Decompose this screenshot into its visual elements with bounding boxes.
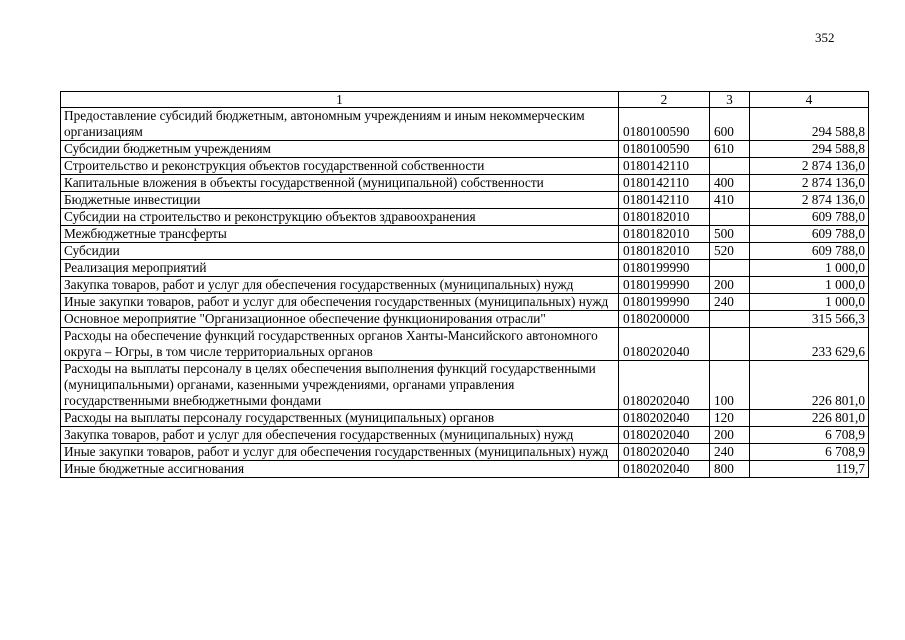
row-name-cell: Иные бюджетные ассигнования [61,461,619,478]
row-name-cell: Иные закупки товаров, работ и услуг для обеспечения государственных (муниципальных) нужд [61,444,619,461]
row-name-cell: Иные закупки товаров, работ и услуг для обеспечения государственных (муниципальных) нужд [61,294,619,311]
row-name-cell: Субсидии [61,243,619,260]
table-row [61,461,869,478]
row-code-cell: 0180142110 [619,158,710,175]
row-sum-cell: 294 588,8 [750,108,869,141]
row-code-cell: 0180200000 [619,311,710,328]
row-sum-cell: 609 788,0 [750,226,869,243]
row-code-cell: 0180100590 [619,141,710,158]
row-type-cell: 240 [710,444,750,461]
row-name-cell: Межбюджетные трансферты [61,226,619,243]
row-code-cell: 0180202040 [619,461,710,478]
table-row [61,243,869,260]
row-sum-cell: 1 000,0 [750,260,869,277]
row-code-cell: 0180202040 [619,427,710,444]
row-sum-cell: 6 708,9 [750,444,869,461]
row-code-cell: 0180199990 [619,277,710,294]
row-sum-cell: 226 801,0 [750,410,869,427]
table-row [61,361,869,410]
header-col-3: 3 [710,92,750,108]
row-type-cell: 410 [710,192,750,209]
table-body [61,108,869,478]
budget-table [60,91,869,478]
header-row [61,92,869,108]
row-code-cell: 0180199990 [619,294,710,311]
row-code-cell: 0180100590 [619,108,710,141]
row-type-cell: 200 [710,277,750,294]
page-number: 352 [815,30,835,45]
header-col-2: 2 [619,92,710,108]
table-row [61,311,869,328]
row-name-cell: Субсидии бюджетным учреждениям [61,141,619,158]
header-col-1: 1 [61,92,619,108]
row-sum-cell: 294 588,8 [750,141,869,158]
row-code-cell: 0180142110 [619,192,710,209]
row-type-cell: 520 [710,243,750,260]
row-code-cell: 0180202040 [619,328,710,361]
row-name-cell: Закупка товаров, работ и услуг для обеспечения государственных (муниципальных) нужд [61,427,619,444]
row-sum-cell: 315 566,3 [750,311,869,328]
row-type-cell [710,260,750,277]
row-type-cell: 100 [710,361,750,410]
header-col-4: 4 [750,92,869,108]
table-row [61,226,869,243]
row-code-cell: 0180202040 [619,361,710,410]
row-type-cell: 600 [710,108,750,141]
row-sum-cell: 119,7 [750,461,869,478]
table-row [61,294,869,311]
table-row [61,410,869,427]
table-row [61,158,869,175]
row-code-cell: 0180142110 [619,175,710,192]
row-type-cell [710,328,750,361]
row-sum-cell: 1 000,0 [750,294,869,311]
table-row [61,260,869,277]
row-code-cell: 0180199990 [619,260,710,277]
row-name-cell: Расходы на выплаты персоналу в целях обеспечения выполнения функций государственными (муниципальными) органами, казенными учреждениями, органами управления государственными внебюджетными фондами [61,361,619,410]
table-row [61,277,869,294]
row-name-cell: Капитальные вложения в объекты государственной (муниципальной) собственности [61,175,619,192]
row-code-cell: 0180182010 [619,226,710,243]
table-row [61,209,869,226]
row-name-cell: Строительство и реконструкция объектов государственной собственности [61,158,619,175]
table-row [61,108,869,141]
row-type-cell [710,209,750,226]
row-name-cell: Закупка товаров, работ и услуг для обеспечения государственных (муниципальных) нужд [61,277,619,294]
row-name-cell: Расходы на выплаты персоналу государственных (муниципальных) органов [61,410,619,427]
row-code-cell: 0180182010 [619,209,710,226]
row-type-cell: 800 [710,461,750,478]
table-row [61,444,869,461]
row-type-cell: 610 [710,141,750,158]
row-name-cell: Предоставление субсидий бюджетным, автономным учреждениям и иным некоммерческим организациям [61,108,619,141]
row-code-cell: 0180182010 [619,243,710,260]
row-type-cell [710,158,750,175]
row-type-cell: 120 [710,410,750,427]
row-type-cell: 240 [710,294,750,311]
row-name-cell: Бюджетные инвестиции [61,192,619,209]
row-name-cell: Реализация мероприятий [61,260,619,277]
row-sum-cell: 2 874 136,0 [750,175,869,192]
row-type-cell: 400 [710,175,750,192]
row-sum-cell: 2 874 136,0 [750,192,869,209]
row-sum-cell: 609 788,0 [750,243,869,260]
row-type-cell: 500 [710,226,750,243]
row-type-cell [710,311,750,328]
row-name-cell: Основное мероприятие "Организационное обеспечение функционирования отрасли" [61,311,619,328]
table-row [61,328,869,361]
row-sum-cell: 609 788,0 [750,209,869,226]
table-row [61,427,869,444]
table-header [61,92,869,108]
row-code-cell: 0180202040 [619,444,710,461]
row-name-cell: Субсидии на строительство и реконструкцию объектов здравоохранения [61,209,619,226]
row-sum-cell: 226 801,0 [750,361,869,410]
row-sum-cell: 6 708,9 [750,427,869,444]
row-type-cell: 200 [710,427,750,444]
table-row [61,192,869,209]
row-sum-cell: 233 629,6 [750,328,869,361]
row-code-cell: 0180202040 [619,410,710,427]
row-sum-cell: 2 874 136,0 [750,158,869,175]
table-row [61,141,869,158]
row-sum-cell: 1 000,0 [750,277,869,294]
row-name-cell: Расходы на обеспечение функций государственных органов Ханты-Мансийского автономного округа – Югры, в том числе территориальных органов [61,328,619,361]
table-row [61,175,869,192]
